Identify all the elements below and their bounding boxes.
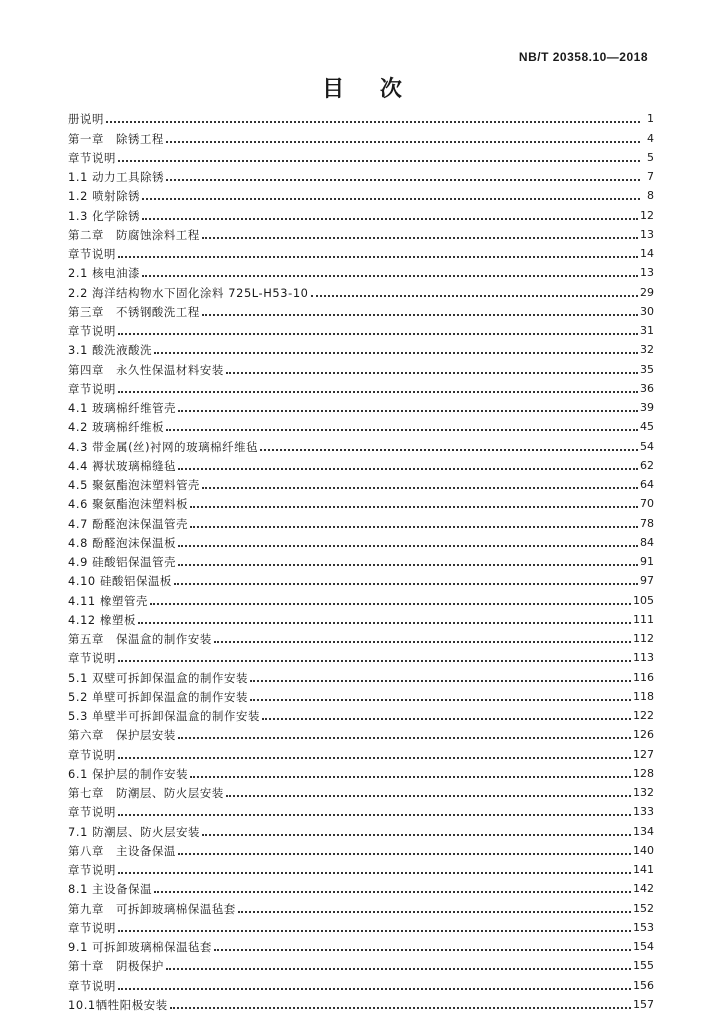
toc-entry-label: 章节说明 <box>68 978 116 993</box>
toc-entry-label: 章节说明 <box>68 651 116 666</box>
dot-leader <box>142 275 638 277</box>
toc-entry[interactable] <box>68 280 654 299</box>
toc-entry-page: 62 <box>640 458 654 472</box>
toc-entry-label: 第六章 保护层安装 <box>68 728 176 743</box>
toc-entry-page: 30 <box>640 304 654 318</box>
dot-leader <box>118 872 631 874</box>
toc-entry-label: 4.5 聚氨酯泡沫塑料管壳 <box>68 478 201 492</box>
toc-entry[interactable] <box>68 550 654 569</box>
dot-leader <box>154 891 631 893</box>
toc-entry[interactable] <box>68 242 654 261</box>
toc-entry-label: 第二章 防腐蚀涂料工程 <box>68 227 200 242</box>
toc-entry-page: 31 <box>640 324 654 337</box>
toc-entry-label: 8.1 主设备保温 <box>68 882 153 897</box>
dot-leader <box>174 583 638 585</box>
toc-entry-page: 1 <box>647 112 654 126</box>
toc-entry[interactable] <box>68 531 654 550</box>
toc-entry-page: 35 <box>640 362 654 376</box>
dot-leader <box>166 179 640 181</box>
dot-leader <box>262 718 631 720</box>
dot-leader <box>154 352 638 354</box>
dot-leader <box>118 757 631 759</box>
toc-entry-label: 第五章 保温盒的制作安装 <box>68 632 212 646</box>
toc-entry[interactable] <box>68 569 654 588</box>
dot-leader <box>202 237 638 239</box>
toc-entry[interactable] <box>68 319 654 338</box>
toc-entry-label: 4.4 褥状玻璃棉缝毡 <box>68 458 177 473</box>
toc-entry-page: 155 <box>633 959 654 973</box>
toc-entry[interactable] <box>68 723 654 742</box>
toc-entry[interactable] <box>68 916 654 935</box>
toc-entry[interactable] <box>68 704 654 723</box>
dot-leader <box>238 911 631 913</box>
toc-entry-label: 章节说明 <box>68 381 116 396</box>
toc-entry-label: 1.3 化学除锈 <box>68 208 141 223</box>
toc-entry-label: 7.1 防潮层、防火层安装 <box>68 824 201 839</box>
toc-entry-page: 133 <box>633 805 654 819</box>
dot-leader <box>226 795 631 797</box>
toc-entry[interactable] <box>68 338 654 357</box>
toc-entry-label: 第三章 不锈钢酸洗工程 <box>68 304 200 319</box>
toc-entry[interactable] <box>68 627 654 646</box>
toc-entry[interactable] <box>68 839 654 858</box>
toc-entry[interactable] <box>68 665 654 684</box>
dot-leader <box>166 968 631 970</box>
dot-leader <box>166 141 640 143</box>
dot-leader <box>138 622 631 624</box>
dot-leader <box>190 776 631 778</box>
toc-entry[interactable] <box>68 935 654 954</box>
toc-entry-page: 153 <box>633 920 654 934</box>
toc-entry-page: 39 <box>640 401 654 414</box>
toc-entry-page: 4 <box>647 131 654 145</box>
toc-entry-label: 册说明 <box>68 112 104 127</box>
toc-entry-label: 4.3 带金属(丝)衬网的玻璃棉纤维毡 <box>68 439 259 454</box>
dot-leader <box>311 295 638 297</box>
dot-leader <box>118 814 631 816</box>
dot-leader <box>214 641 631 643</box>
toc-entry-label: 3.1 酸洗液酸洗 <box>68 343 153 358</box>
toc-entry[interactable] <box>68 415 654 434</box>
toc-entry-page: 116 <box>633 670 654 684</box>
toc-entry-page: 111 <box>633 612 654 626</box>
toc-entry[interactable] <box>68 954 654 973</box>
page-title: 目 次 <box>322 77 416 102</box>
toc-entry[interactable] <box>68 473 654 492</box>
toc-entry-page: 29 <box>640 285 654 299</box>
toc-entry[interactable] <box>68 261 654 280</box>
toc-entry-page: 5 <box>647 150 654 164</box>
toc-entry-page: 154 <box>633 940 654 953</box>
toc-entry-label: 章节说明 <box>68 747 116 762</box>
toc-entry-page: 152 <box>633 901 654 915</box>
toc-entry[interactable] <box>68 184 654 203</box>
toc-entry-label: 章节说明 <box>68 863 116 877</box>
toc-entry-page: 13 <box>640 266 654 280</box>
toc-entry[interactable] <box>68 107 654 126</box>
toc-entry-label: 2.1 核电油漆 <box>68 266 141 281</box>
table-of-contents <box>68 107 654 1012</box>
toc-entry-label: 5.2 单壁可拆卸保温盒的制作安装 <box>68 689 249 704</box>
toc-entry-label: 第八章 主设备保温 <box>68 843 176 858</box>
dot-leader <box>178 410 638 412</box>
toc-entry-page: 97 <box>640 574 654 588</box>
toc-entry-page: 140 <box>633 843 654 857</box>
toc-entry[interactable] <box>68 762 654 781</box>
toc-entry[interactable] <box>68 588 654 607</box>
toc-entry-label: 第一章 除锈工程 <box>68 131 164 146</box>
dot-leader <box>106 121 640 123</box>
toc-entry[interactable] <box>68 511 654 530</box>
toc-entry[interactable] <box>68 993 654 1012</box>
toc-entry-page: 122 <box>633 709 654 722</box>
toc-entry-label: 4.7 酚醛泡沫保温管壳 <box>68 516 189 531</box>
toc-entry-label: 2.2 海洋结构物水下固化涂料 725L-H53-10 <box>68 285 309 300</box>
toc-entry-page: 118 <box>633 689 654 703</box>
toc-entry-page: 13 <box>640 227 654 241</box>
toc-entry-page: 84 <box>640 535 654 549</box>
toc-entry-label: 4.9 硅酸铝保温管壳 <box>68 555 177 569</box>
toc-entry-page: 45 <box>640 420 654 434</box>
toc-entry-label: 第四章 永久性保温材料安装 <box>68 362 224 377</box>
toc-entry[interactable] <box>68 146 654 165</box>
toc-entry[interactable] <box>68 858 654 877</box>
toc-entry-page: 105 <box>633 593 654 607</box>
toc-entry-label: 5.1 双壁可拆卸保温盒的制作安装 <box>68 670 249 685</box>
toc-entry[interactable] <box>68 742 654 761</box>
toc-entry-label: 章节说明 <box>68 150 116 165</box>
toc-entry-page: 142 <box>633 882 654 896</box>
dot-leader <box>118 988 631 990</box>
dot-leader <box>118 256 638 258</box>
dot-leader <box>202 487 638 489</box>
toc-entry-page: 141 <box>633 863 654 876</box>
toc-entry-label: 10.1牺牲阳极安装 <box>68 997 168 1012</box>
standard-code: NB/T 20358.10—2018 <box>518 50 648 64</box>
dot-leader <box>250 680 631 682</box>
toc-entry[interactable] <box>68 165 654 184</box>
dot-leader <box>226 372 638 374</box>
toc-entry-label: 第九章 可拆卸玻璃棉保温毡套 <box>68 901 236 916</box>
dot-leader <box>202 314 638 316</box>
toc-entry-page: 14 <box>640 247 654 260</box>
toc-entry[interactable] <box>68 357 654 376</box>
toc-entry-label: 5.3 单壁半可拆卸保温盒的制作安装 <box>68 709 261 723</box>
toc-entry[interactable] <box>68 454 654 473</box>
toc-entry-page: 64 <box>640 478 654 491</box>
dot-leader <box>202 834 631 836</box>
toc-entry[interactable] <box>68 646 654 665</box>
toc-entry-label: 章节说明 <box>68 324 116 338</box>
toc-entry-page: 36 <box>640 381 654 395</box>
toc-entry-label: 第十章 阴极保护 <box>68 959 164 974</box>
toc-entry-page: 112 <box>633 632 654 645</box>
toc-entry-page: 126 <box>633 728 654 742</box>
toc-entry-page: 113 <box>633 651 654 665</box>
toc-entry[interactable] <box>68 126 654 145</box>
toc-entry-label: 章节说明 <box>68 247 116 261</box>
toc-entry-label: 第七章 防潮层、防火层安装 <box>68 786 224 800</box>
toc-entry[interactable] <box>68 492 654 511</box>
toc-entry[interactable] <box>68 377 654 396</box>
toc-entry[interactable] <box>68 396 654 415</box>
dot-leader <box>214 949 631 951</box>
toc-entry-page: 8 <box>647 189 654 203</box>
toc-entry-label: 章节说明 <box>68 805 116 820</box>
dot-leader <box>118 391 638 393</box>
toc-entry[interactable] <box>68 973 654 992</box>
toc-entry-label: 4.6 聚氨酯泡沫塑料板 <box>68 497 189 512</box>
dot-leader <box>178 853 631 855</box>
dot-leader <box>178 737 631 739</box>
dot-leader <box>118 333 638 335</box>
toc-entry-label: 1.2 喷射除锈 <box>68 189 141 204</box>
toc-entry-label: 1.1 动力工具除锈 <box>68 170 165 184</box>
toc-entry-page: 128 <box>633 766 654 780</box>
dot-leader <box>178 564 638 566</box>
toc-entry[interactable] <box>68 203 654 222</box>
toc-entry[interactable] <box>68 877 654 896</box>
toc-entry-label: 6.1 保护层的制作安装 <box>68 766 189 781</box>
dot-leader <box>118 160 640 162</box>
toc-entry-page: 132 <box>633 786 654 799</box>
toc-entry-page: 157 <box>633 997 654 1011</box>
toc-entry-page: 7 <box>647 170 654 183</box>
dot-leader <box>190 506 638 508</box>
dot-leader <box>166 429 638 431</box>
toc-entry-label: 9.1 可拆卸玻璃棉保温毡套 <box>68 940 213 954</box>
toc-entry-label: 4.8 酚醛泡沫保温板 <box>68 535 177 550</box>
dot-leader <box>142 198 640 200</box>
dot-leader <box>260 449 638 451</box>
toc-entry-page: 70 <box>640 497 654 511</box>
toc-entry-page: 12 <box>640 208 654 222</box>
dot-leader <box>170 1007 631 1009</box>
dot-leader <box>178 545 638 547</box>
toc-entry[interactable] <box>68 685 654 704</box>
toc-entry-label: 章节说明 <box>68 920 116 935</box>
toc-entry[interactable] <box>68 434 654 453</box>
toc-entry[interactable] <box>68 781 654 800</box>
dot-leader <box>142 218 638 220</box>
toc-entry-label: 4.10 硅酸铝保温板 <box>68 574 172 589</box>
toc-entry-page: 91 <box>640 555 654 568</box>
toc-entry-page: 156 <box>633 978 654 992</box>
toc-entry-page: 54 <box>640 439 654 453</box>
toc-entry[interactable] <box>68 223 654 242</box>
toc-entry-label: 4.1 玻璃棉纤维管壳 <box>68 401 177 415</box>
toc-entry-page: 32 <box>640 343 654 357</box>
dot-leader <box>118 930 631 932</box>
toc-entry[interactable] <box>68 896 654 915</box>
dot-leader <box>118 660 631 662</box>
toc-entry[interactable] <box>68 300 654 319</box>
toc-entry-page: 78 <box>640 516 654 530</box>
toc-entry-label: 4.11 橡塑管壳 <box>68 593 148 608</box>
toc-entry-page: 134 <box>633 824 654 838</box>
dot-leader <box>190 526 638 528</box>
toc-entry[interactable] <box>68 608 654 627</box>
dot-leader <box>178 468 638 470</box>
toc-entry-label: 4.2 玻璃棉纤维板 <box>68 420 165 435</box>
toc-entry-label: 4.12 橡塑板 <box>68 612 136 627</box>
dot-leader <box>250 699 631 701</box>
toc-entry-page: 127 <box>633 747 654 761</box>
dot-leader <box>150 603 631 605</box>
toc-entry[interactable] <box>68 819 654 838</box>
toc-entry[interactable] <box>68 800 654 819</box>
